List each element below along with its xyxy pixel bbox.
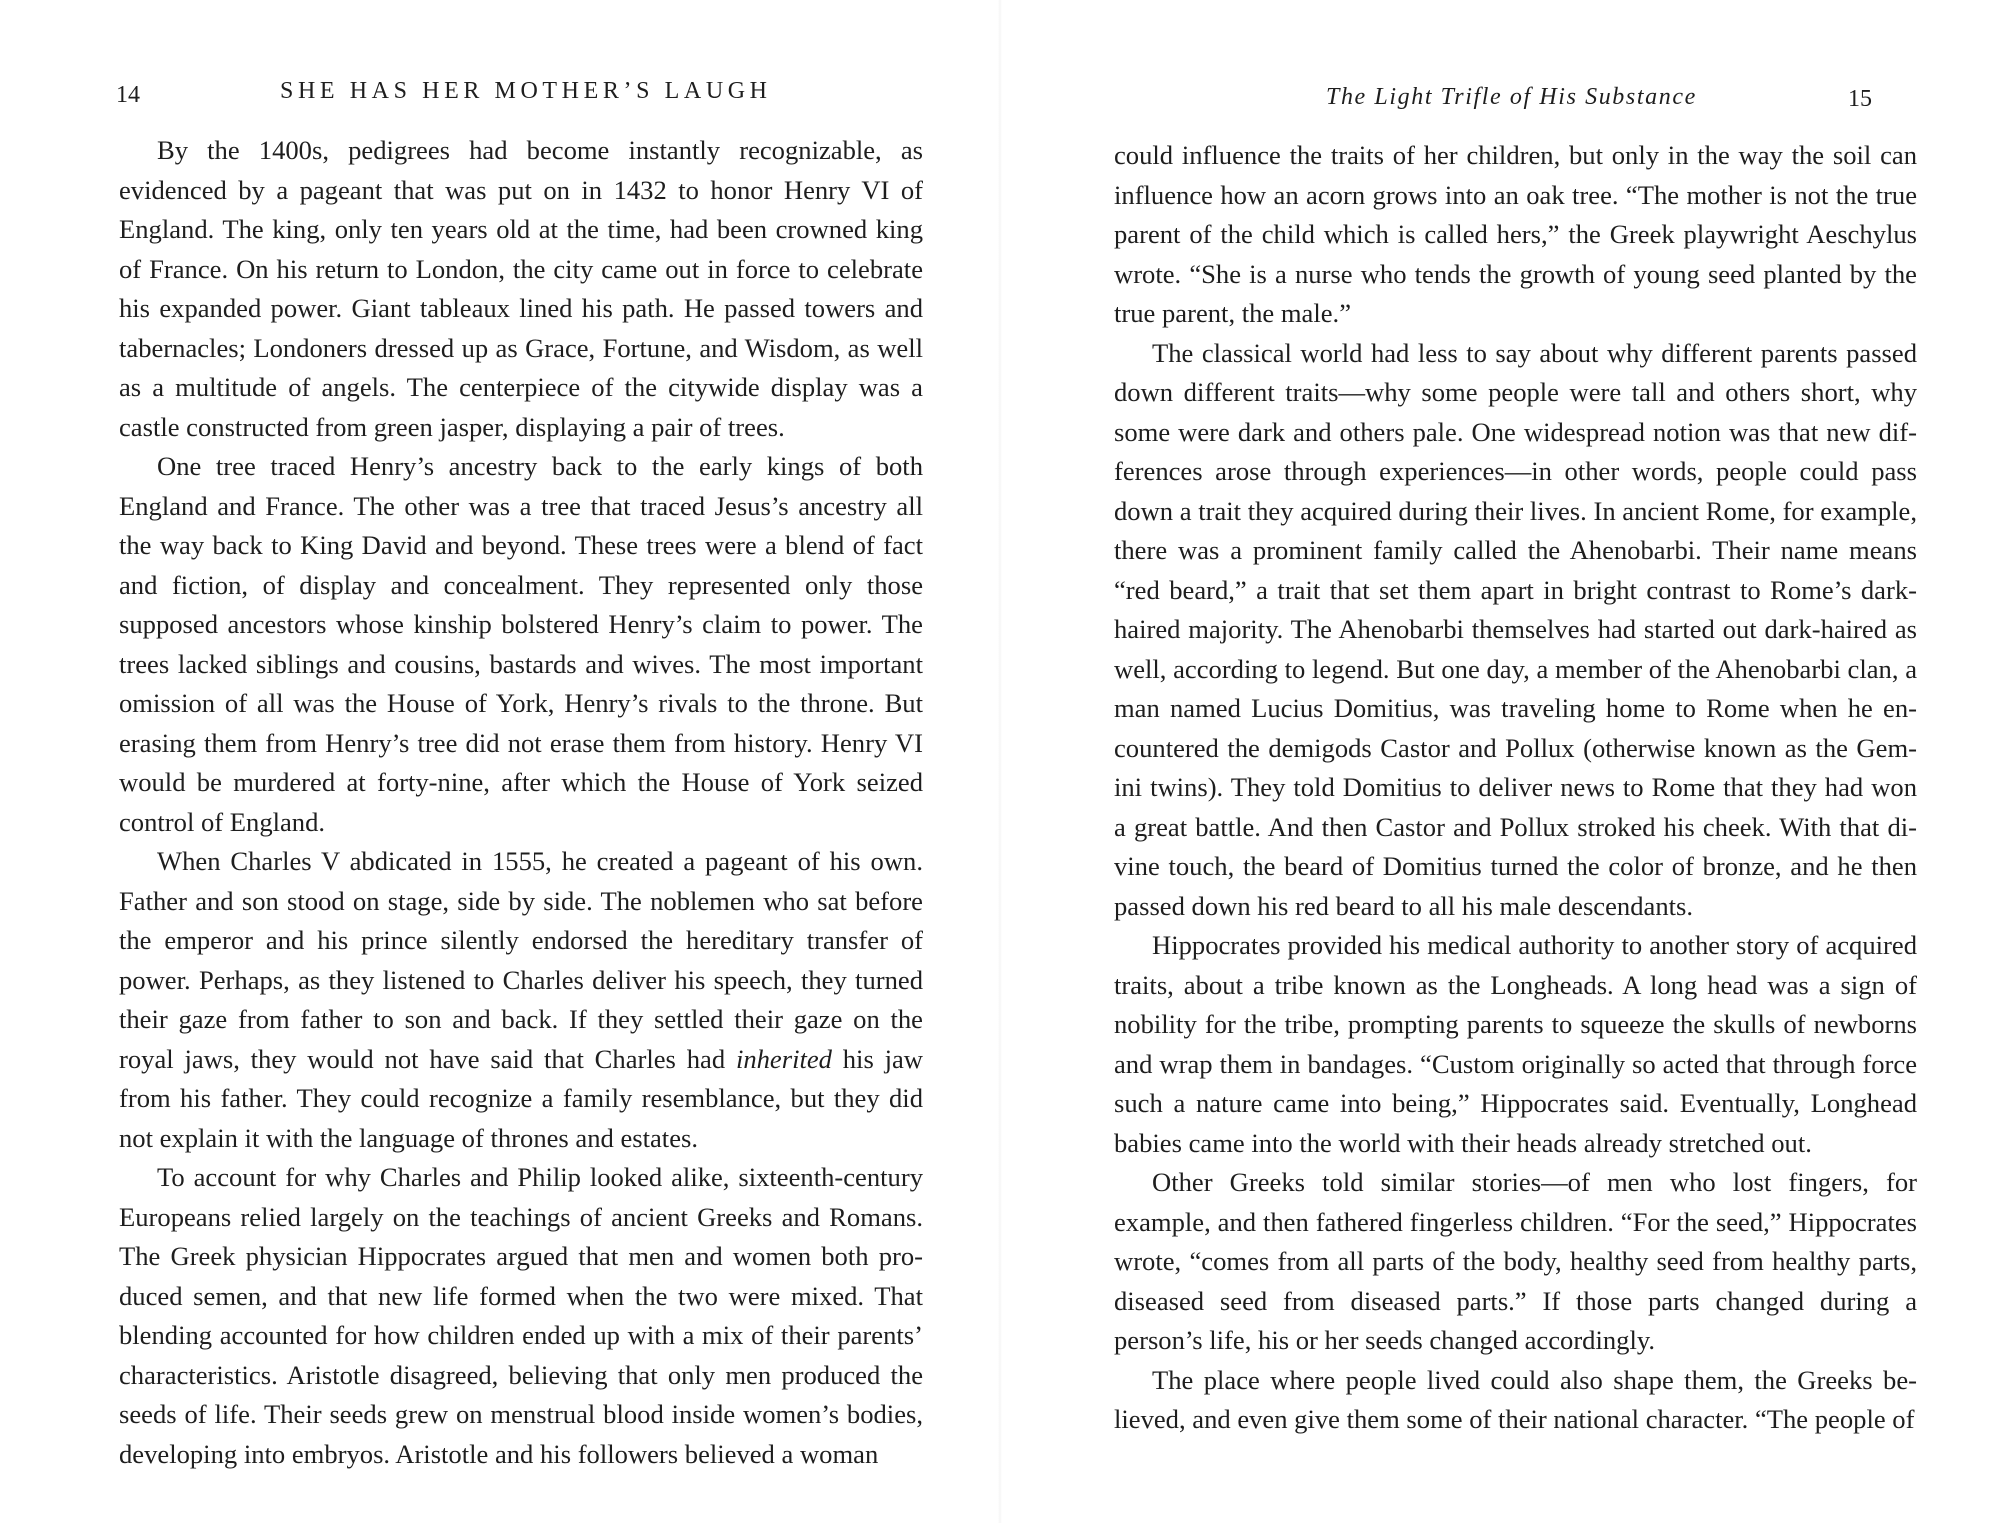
left-paragraph-4: To account for why Charles and Philip looked alike, sixteenth-century Europeans relied largely on the teachings of ancient Greeks and Romans. The Greek physician Hippocrates argued that men and women both produced semen, and that new life formed when the two were mixed. That blending accounted for how children ended up with a mix of their parents’ characteristics. Aristotle disagreed, believing that only men produced the seeds of life. Their seeds grew on menstrual blood inside women’s bodies, developing into embryos. Aristotle and his followers believed a woman <box>119 1162 923 1469</box>
left-paragraph-3 <box>119 842 923 1158</box>
right-paragraph-3: Hippocrates provided his medical authority to another story of acquired traits, about a tribe known as the Longheads. A long head was a sign of nobility for the tribe, prompting parents to squeeze the skulls of newborns and wrap them in bandages. “Custom originally so acted that through force such a nature came into being,” Hippocrates said. Eventually, Longhead babies came into the world with their heads already stretched out. <box>1114 930 1917 1158</box>
left-paragraph-2: One tree traced Henry’s ancestry back to the early kings of both England and France. The other was a tree that traced Jesus’s ancestry all the way back to King David and beyond. These trees were a blend of fact and fiction, of display and concealment. They represented only those supposed ancestors whose kinship bolstered Henry’s claim to power. The trees lacked siblings and cousins, bastards and wives. The most important omission of all was the House of York, Henry’s rivals to the throne. But erasing them from Henry’s tree did not erase them from history. Henry VI would be murdered at forty-nine, after which the House of York seized control of England. <box>119 451 923 837</box>
right-paragraph-5: The place where people lived could also shape them, the Greeks believed, and even give them some of their national character. “The people of <box>1114 1364 1917 1434</box>
left-paragraph-1: By the 1400s, pedigrees had become instantly recognizable, as evidenced by a pageant that was put on in 1432 to honor Henry VI of England. The king, only ten years old at the time, had been crowned king of France. On his return to London, the city came out in force to celebrate his expanded power. Giant tableaux lined his path. He passed towers and tabernacles; Londoners dressed up as Grace, Fortune, and Wisdom, as well as a multitude of angels. The centerpiece of the citywide display was a castle constructed from green jasper, displaying a pair of trees. <box>119 135 923 442</box>
right-page <box>1000 0 2000 1523</box>
right-paragraph-4: Other Greeks told similar stories—of men who lost fingers, for example, and then fathered fingerless children. “For the seed,” Hippocrates wrote, “comes from all parts of the body, healthy seed from healthy parts, diseased seed from diseased parts.” If those parts changed during a person’s life, his or her seeds changed accordingly. <box>1114 1167 1917 1355</box>
left-page-number: 14 <box>116 82 140 108</box>
right-paragraph-1: could influence the traits of her children, but only in the way the soil can influence how an acorn grows into an oak tree. “The mother is not the true parent of the child which is called hers,” the Greek playwright Aeschylus wrote. “She is a nurse who tends the growth of young seed planted by the true parent, the male.” <box>1114 140 1917 328</box>
left-paragraph-3-emphasis: inherited <box>735 1043 832 1074</box>
right-paragraph-2: The classical world had less to say about why different parents passed down different traits—why some people were tall and others short, why some were dark and others pale. One widespread notion was that new differences arose through experiences—in other words, people could pass down a trait they acquired during their lives. In ancient Rome, for example, there was a prominent family called the Ahenobarbi. Their name means “red beard,” a trait that set them apart in bright contrast to Rome’s dark-haired majority. The Ahenobarbi themselves had started out dark-haired as well, according to legend. But one day, a member of the Ahenobarbi clan, a man named Lucius Domitius, was traveling home to Rome when he encountered the demigods Castor and Pollux (otherwise known as the Gemini twins). They told Domitius to deliver news to Rome that they had won a great battle. And then Castor and Pollux stroked his cheek. With that divine touch, the beard of Domitius turned the color of bronze, and he then passed down his red beard to all his male descendants. <box>1114 337 1917 921</box>
left-paragraph-3-part-1: When Charles V abdicated in 1555, he created a pageant of his own. Father and son stood on stage, side by side. The noblemen who sat before the emperor and his prince silently endorsed the hereditary transfer of power. Perhaps, as they listened to Charles deliver his speech, they turned their gaze from father to son and back. If they settled their gaze on the royal jaws, they would not have said that Charles had <box>119 846 923 1074</box>
right-body-text <box>1114 136 1917 1440</box>
left-paragraph-3-part-2: his jaw from his father. They could recognize a family resemblance, but they did not explain it with the language of thrones and estates. <box>119 1043 924 1153</box>
right-running-head: The Light Trifle of His Substance <box>1326 84 1697 110</box>
right-page-number: 15 <box>1848 86 1872 112</box>
left-body-text <box>119 131 923 1474</box>
left-running-head: SHE HAS HER MOTHER’S LAUGH <box>280 78 772 104</box>
